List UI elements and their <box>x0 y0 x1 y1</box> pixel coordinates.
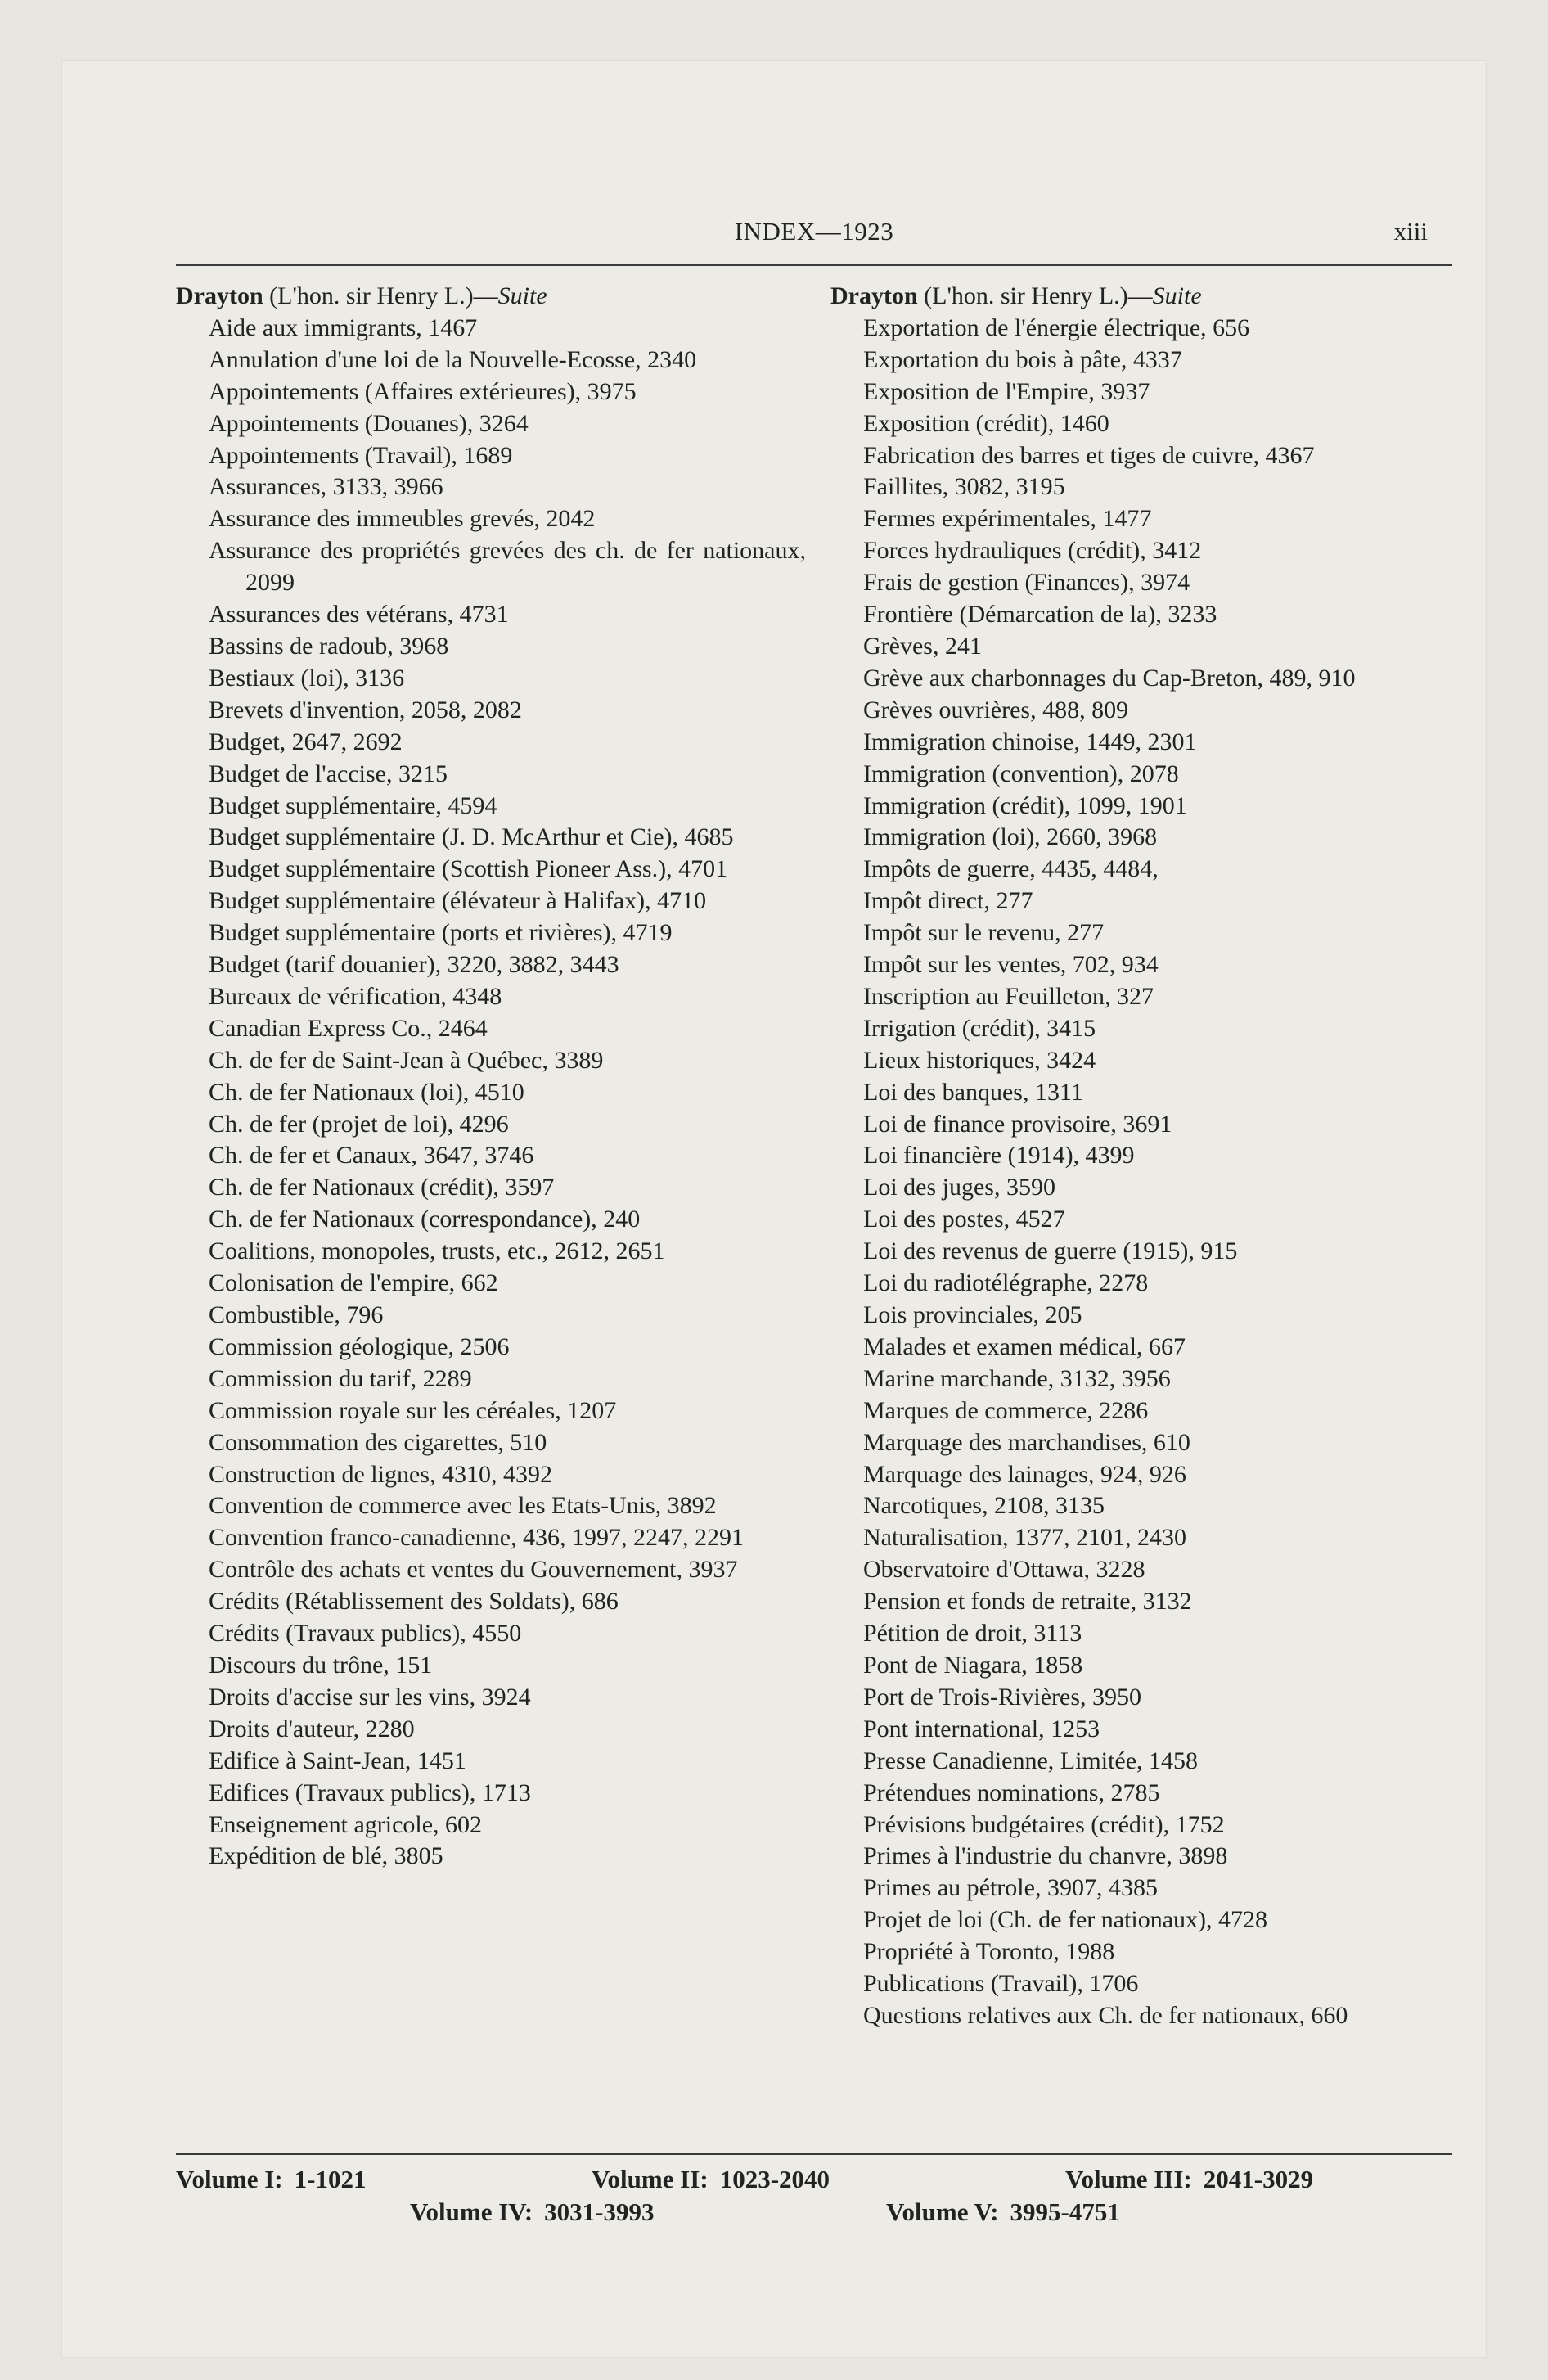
index-entry: Frais de gestion (Finances), 3974 <box>863 569 1190 597</box>
index-entry: Colonisation de l'empire, 662 <box>209 1269 498 1297</box>
index-entry: Loi de finance provisoire, 3691 <box>863 1110 1172 1138</box>
column-heading <box>830 281 1460 313</box>
index-entry: Projet de loi (Ch. de fer nationaux), 4728 <box>863 1906 1268 1934</box>
index-entry: Marine marchande, 3132, 3956 <box>863 1364 1171 1392</box>
index-entry: Loi des postes, 4527 <box>863 1206 1065 1233</box>
volume-legend <box>176 2165 1452 2230</box>
entry-list <box>176 313 806 1873</box>
index-entry: Loi des juges, 3590 <box>863 1174 1055 1201</box>
index-entry: Propriété à Toronto, 1988 <box>863 1938 1115 1966</box>
index-entry: Fermes expérimentales, 1477 <box>863 505 1152 533</box>
index-entry: Grèves ouvrières, 488, 809 <box>863 696 1129 723</box>
index-entry: Assurance des immeubles grevés, 2042 <box>209 505 596 533</box>
footer-rule <box>176 2153 1452 2155</box>
index-entry: Prétendues nominations, 2785 <box>863 1778 1160 1806</box>
index-column-left <box>176 281 806 1873</box>
index-entry: Assurances, 3133, 3966 <box>209 473 443 501</box>
index-entry: Budget, 2647, 2692 <box>209 728 403 755</box>
index-entry: Appointements (Travail), 1689 <box>209 441 513 469</box>
index-entry: Commission du tarif, 2289 <box>209 1364 472 1392</box>
index-entry: Edifices (Travaux publics), 1713 <box>209 1778 531 1806</box>
index-entry: Pension et fonds de retraite, 3132 <box>863 1588 1192 1616</box>
index-entry: Impôts de guerre, 4435, 4484, <box>863 855 1159 883</box>
index-entry: Coalitions, monopoles, trusts, etc., 2612, 2651 <box>209 1237 665 1265</box>
index-entry: Grève aux charbonnages du Cap-Breton, 489, 910 <box>863 664 1356 692</box>
index-entry: Crédits (Travaux publics), 4550 <box>209 1620 522 1648</box>
index-entry: Ch. de fer Nationaux (correspondance), 240 <box>209 1206 641 1233</box>
volume-4: Volume IV: 3031-3993 <box>410 2197 655 2226</box>
heading-text: (L'hon. sir Henry L.)— <box>263 282 498 309</box>
index-entry: Questions relatives aux Ch. de fer nationaux, 660 <box>863 2001 1348 2029</box>
index-entry: Loi des revenus de guerre (1915), 915 <box>863 1237 1238 1265</box>
index-entry: Lois provinciales, 205 <box>863 1301 1082 1328</box>
index-entry: Marquage des marchandises, 610 <box>863 1428 1190 1456</box>
header-rule <box>176 264 1452 266</box>
index-entry: Narcotiques, 2108, 3135 <box>863 1492 1105 1520</box>
index-entry: Expédition de blé, 3805 <box>209 1842 443 1870</box>
index-entry: Naturalisation, 1377, 2101, 2430 <box>863 1524 1186 1552</box>
index-entry: Immigration (crédit), 1099, 1901 <box>863 791 1187 819</box>
index-entry: Loi des banques, 1311 <box>863 1078 1083 1106</box>
index-column-right <box>830 281 1460 2032</box>
volume-2: Volume II: 1023-2040 <box>592 2165 830 2193</box>
volume-3: Volume III: 2041-3029 <box>1065 2165 1314 2193</box>
index-entry: Ch. de fer et Canaux, 3647, 3746 <box>209 1142 534 1170</box>
index-entry: Inscription au Feuilleton, 327 <box>863 982 1154 1010</box>
index-entry: Appointements (Affaires extérieures), 3975 <box>209 377 637 405</box>
index-entry: Malades et examen médical, 667 <box>863 1332 1186 1360</box>
index-entry: Exportation de l'énergie électrique, 656 <box>863 313 1250 341</box>
index-entry: Commission royale sur les céréales, 1207 <box>209 1396 617 1424</box>
index-entry: Enseignement agricole, 602 <box>209 1810 483 1838</box>
index-entry: Marquage des lainages, 924, 926 <box>863 1460 1186 1488</box>
index-entry: Annulation d'une loi de la Nouvelle-Ecosse, 2340 <box>209 345 697 373</box>
entry-list <box>830 313 1460 2032</box>
column-heading <box>176 281 806 313</box>
index-entry: Crédits (Rétablissement des Soldats), 686 <box>209 1588 619 1616</box>
index-entry: Exposition de l'Empire, 3937 <box>863 377 1150 405</box>
index-entry: Exportation du bois à pâte, 4337 <box>863 345 1182 373</box>
index-entry: Primes à l'industrie du chanvre, 3898 <box>863 1842 1228 1870</box>
page-title: INDEX—1923 <box>734 217 894 246</box>
volume-1: Volume I: 1-1021 <box>176 2165 367 2193</box>
index-entry: Budget de l'accise, 3215 <box>209 760 448 787</box>
page-number: xiii <box>1393 217 1428 246</box>
index-entry: Loi financière (1914), 4399 <box>863 1142 1135 1170</box>
index-entry: Appointements (Douanes), 3264 <box>209 409 529 437</box>
index-entry: Prévisions budgétaires (crédit), 1752 <box>863 1810 1225 1838</box>
index-entry: Bestiaux (loi), 3136 <box>209 664 405 692</box>
index-entry: Droits d'accise sur les vins, 3924 <box>209 1683 531 1711</box>
index-entry: Fabrication des barres et tiges de cuivre, 4367 <box>863 441 1315 469</box>
heading-suite: Suite <box>1152 282 1202 309</box>
index-entry: Discours du trône, 151 <box>209 1651 433 1679</box>
heading-name: Drayton <box>176 282 263 309</box>
index-entry: Droits d'auteur, 2280 <box>209 1715 415 1742</box>
index-entry: Budget supplémentaire, 4594 <box>209 791 497 819</box>
index-entry: Observatoire d'Ottawa, 3228 <box>863 1556 1145 1584</box>
index-entry: Budget supplémentaire (élévateur à Halifax), 4710 <box>209 887 707 915</box>
index-entry: Budget supplémentaire (Scottish Pioneer Ass.), 4701 <box>209 855 728 883</box>
index-entry: Assurance des propriétés grevées des ch. de fer nationaux, 2099 <box>209 537 806 597</box>
index-entry: Combustible, 796 <box>209 1301 384 1328</box>
index-entry: Brevets d'invention, 2058, 2082 <box>209 696 522 723</box>
page-content <box>176 150 1452 2245</box>
index-entry: Convention de commerce avec les Etats-Unis, 3892 <box>209 1492 717 1520</box>
heading-name: Drayton <box>830 282 918 309</box>
index-entry: Primes au pétrole, 3907, 4385 <box>863 1874 1158 1902</box>
index-entry: Consommation des cigarettes, 510 <box>209 1428 547 1456</box>
index-entry: Grèves, 241 <box>863 632 982 660</box>
index-entry: Impôt sur les ventes, 702, 934 <box>863 951 1159 979</box>
index-entry: Faillites, 3082, 3195 <box>863 473 1065 501</box>
index-entry: Presse Canadienne, Limitée, 1458 <box>863 1747 1199 1774</box>
index-entry: Commission géologique, 2506 <box>209 1332 510 1360</box>
index-entry: Ch. de fer (projet de loi), 4296 <box>209 1110 509 1138</box>
volume-5: Volume V: 3995-4751 <box>886 2197 1120 2226</box>
index-entry: Impôt sur le revenu, 277 <box>863 919 1105 947</box>
index-entry: Immigration (convention), 2078 <box>863 760 1179 787</box>
index-entry: Edifice à Saint-Jean, 1451 <box>209 1747 466 1774</box>
index-entry: Marques de commerce, 2286 <box>863 1396 1149 1424</box>
index-entry: Pétition de droit, 3113 <box>863 1620 1082 1648</box>
heading-text: (L'hon. sir Henry L.)— <box>917 282 1153 309</box>
index-entry: Lieux historiques, 3424 <box>863 1046 1096 1074</box>
heading-suite: Suite <box>497 282 547 309</box>
scanned-page <box>61 60 1487 2358</box>
index-entry: Ch. de fer Nationaux (crédit), 3597 <box>209 1174 555 1201</box>
index-entry: Assurances des vétérans, 4731 <box>209 601 509 629</box>
index-entry: Construction de lignes, 4310, 4392 <box>209 1460 552 1488</box>
index-entry: Canadian Express Co., 2464 <box>209 1014 488 1042</box>
index-entry: Immigration chinoise, 1449, 2301 <box>863 728 1197 755</box>
index-entry: Forces hydrauliques (crédit), 3412 <box>863 537 1202 565</box>
index-entry: Exposition (crédit), 1460 <box>863 409 1109 437</box>
index-entry: Convention franco-canadienne, 436, 1997, 2247, 2291 <box>209 1524 745 1552</box>
index-entry: Pont de Niagara, 1858 <box>863 1651 1083 1679</box>
index-entry: Budget (tarif douanier), 3220, 3882, 3443 <box>209 951 619 979</box>
index-entry: Ch. de fer Nationaux (loi), 4510 <box>209 1078 524 1106</box>
index-entry: Bassins de radoub, 3968 <box>209 632 449 660</box>
index-entry: Publications (Travail), 1706 <box>863 1970 1139 1998</box>
index-entry: Ch. de fer de Saint-Jean à Québec, 3389 <box>209 1046 604 1074</box>
index-entry: Pont international, 1253 <box>863 1715 1100 1742</box>
index-entry: Frontière (Démarcation de la), 3233 <box>863 601 1217 629</box>
index-entry: Irrigation (crédit), 3415 <box>863 1014 1096 1042</box>
index-entry: Immigration (loi), 2660, 3968 <box>863 823 1158 851</box>
index-entry: Port de Trois-Rivières, 3950 <box>863 1683 1142 1711</box>
index-entry: Bureaux de vérification, 4348 <box>209 982 502 1010</box>
index-entry: Aide aux immigrants, 1467 <box>209 313 478 341</box>
index-entry: Budget supplémentaire (ports et rivières), 4719 <box>209 919 673 947</box>
index-entry: Contrôle des achats et ventes du Gouvernement, 3937 <box>209 1556 738 1584</box>
index-entry: Loi du radiotélégraphe, 2278 <box>863 1269 1149 1297</box>
index-entry: Budget supplémentaire (J. D. McArthur et Cie), 4685 <box>209 823 734 851</box>
running-header <box>176 217 1452 250</box>
index-entry: Impôt direct, 277 <box>863 887 1033 915</box>
